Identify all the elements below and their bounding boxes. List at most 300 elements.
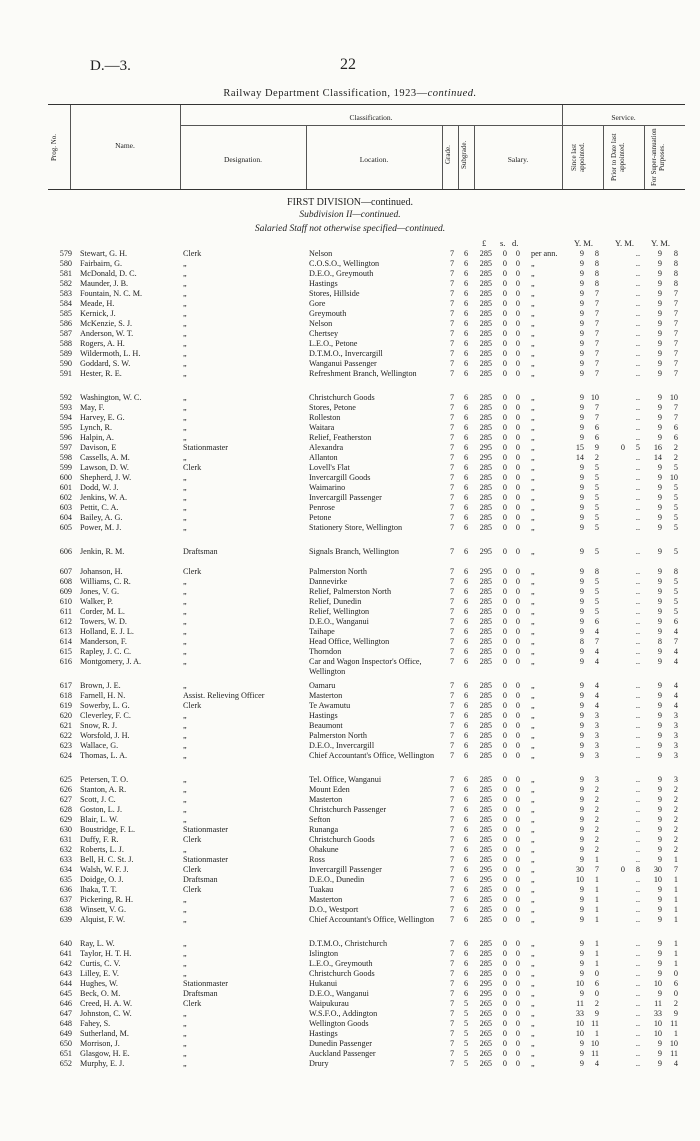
since-months: 5 [594,587,599,596]
since-years: 9 [579,835,584,844]
table-row [0,1049,700,1059]
super-months: 3 [673,721,678,730]
salary-pence: 0 [515,751,520,760]
salary-shillings: 0 [502,587,507,596]
name: Manderson, F. [80,637,127,646]
location: Stationery Store, Wellington [309,523,403,532]
prior-months: .. [635,577,640,586]
location: Invercargill Goods [309,473,371,482]
grade: 7 [449,329,455,338]
location: Hukanui [309,979,338,988]
salary-pounds: 285 [479,805,492,814]
location: Palmerston North [309,731,367,740]
salary-pounds: 285 [479,637,492,646]
designation: Clerk [183,885,202,894]
prior-months: .. [635,1049,640,1058]
salary-period: „ [531,279,535,288]
since-months: 5 [594,483,599,492]
subgrade: 6 [463,731,469,740]
designation: „ [183,403,187,412]
prior-months: .. [635,413,640,422]
since-years: 9 [579,845,584,854]
salary-shillings: 0 [502,915,507,924]
since-months: 3 [594,751,599,760]
prior-years: 0 [620,443,625,452]
salary-period: „ [531,939,535,948]
subgrade: 6 [463,493,469,502]
name: Duffy, F. R. [80,835,119,844]
table-row [0,289,700,299]
salary-pounds: 285 [479,289,492,298]
name: May, F. [80,403,105,412]
prior-months: .. [635,885,640,894]
table-row [0,999,700,1009]
salary-pounds: 285 [479,647,492,656]
table-row [0,795,700,805]
unit-ym-super: Y. M. [651,238,670,248]
location: Palmerston North [309,567,367,576]
salary-shillings: 0 [502,259,507,268]
name: Washington, W. C. [80,393,142,402]
unit-pence: d. [512,238,519,248]
name: Shepherd, J. W. [80,473,132,482]
subgrade: 6 [463,607,469,616]
salary-shillings: 0 [502,503,507,512]
salary-pence: 0 [515,657,520,666]
super-months: 11 [670,1049,678,1058]
salary-pounds: 285 [479,393,492,402]
prog-no: 617 [59,681,72,690]
prog-no: 623 [59,741,72,750]
subgrade: 6 [463,463,469,472]
grade: 7 [449,513,455,522]
salary-pence: 0 [515,463,520,472]
table-row [0,1059,700,1069]
since-months: 5 [594,493,599,502]
prior-months: .. [635,597,640,606]
table-row [0,949,700,959]
col-subgrade: Subgrade. [460,140,468,170]
name: Harvey, E. G. [80,413,125,422]
designation: Clerk [183,999,202,1008]
prog-no: 601 [59,483,72,492]
table-row [0,587,700,597]
since-months: 7 [594,369,599,378]
name: Lawson, D. W. [80,463,129,472]
subgrade: 6 [463,835,469,844]
salary-pounds: 265 [479,999,492,1008]
prog-no: 621 [59,721,72,730]
name: Doidge, O. J. [80,875,124,884]
salary-shillings: 0 [502,721,507,730]
super-months: 5 [673,493,678,502]
super-years: 33 [653,1009,662,1018]
super-years: 9 [657,825,662,834]
name: Cassells, A. M. [80,453,130,462]
salary-period: „ [531,1039,535,1048]
super-years: 9 [657,289,662,298]
prog-no: 643 [59,969,72,978]
designation: Assist. Relieving Officer [183,691,265,700]
prior-months: .. [635,1009,640,1018]
designation: „ [183,433,187,442]
prior-months: .. [635,1059,640,1068]
name: Johnston, C. W. [80,1009,132,1018]
salary-pence: 0 [515,939,520,948]
col-since-last: Since last appointed. [570,142,586,172]
salary-shillings: 0 [502,413,507,422]
prior-months: .. [635,319,640,328]
salary-shillings: 0 [502,1019,507,1028]
super-months: 9 [673,1009,678,1018]
super-years: 9 [657,473,662,482]
designation: „ [183,939,187,948]
salary-pounds: 285 [479,349,492,358]
subgrade: 6 [463,895,469,904]
super-months: 6 [673,617,678,626]
super-years: 9 [657,835,662,844]
since-years: 9 [579,741,584,750]
since-years: 9 [579,493,584,502]
super-months: 4 [673,701,678,710]
super-years: 14 [653,453,662,462]
grade: 7 [449,905,455,914]
since-months: 2 [594,825,599,834]
prior-months: .. [635,795,640,804]
name: Roberts, L. J. [80,845,124,854]
prior-months: .. [635,513,640,522]
super-months: 5 [673,523,678,532]
name: Goddard, S. W. [80,359,131,368]
super-months: 6 [673,433,678,442]
table-row [0,443,700,453]
prior-months: .. [635,785,640,794]
designation: Clerk [183,835,202,844]
super-months: 2 [673,815,678,824]
salary-pounds: 285 [479,463,492,472]
salary-pounds: 285 [479,741,492,750]
table-row [0,825,700,835]
prior-months: .. [635,259,640,268]
prog-no: 626 [59,785,72,794]
salary-pence: 0 [515,741,520,750]
salary-pence: 0 [515,339,520,348]
subgrade: 6 [463,369,469,378]
prior-months: .. [635,721,640,730]
subgrade: 6 [463,359,469,368]
salary-pence: 0 [515,269,520,278]
prog-no: 582 [59,279,72,288]
since-years: 9 [579,949,584,958]
super-years: 9 [657,309,662,318]
super-months: 5 [673,463,678,472]
location: Signals Branch, Wellington [309,547,399,556]
salary-pence: 0 [515,443,520,452]
since-months: 3 [594,741,599,750]
since-years: 9 [579,815,584,824]
since-years: 9 [579,567,584,576]
prior-months: .. [635,349,640,358]
salary-period: „ [531,979,535,988]
salary-pence: 0 [515,855,520,864]
prog-no: 624 [59,751,72,760]
subgrade: 5 [463,999,469,1008]
since-months: 7 [594,289,599,298]
designation: „ [183,607,187,616]
prior-months: .. [635,483,640,492]
location: Thorndon [309,647,342,656]
salary-period: „ [531,493,535,502]
designation: „ [183,309,187,318]
super-months: 7 [673,339,678,348]
since-years: 10 [575,875,584,884]
grade: 7 [449,523,455,532]
super-months: 5 [673,483,678,492]
super-years: 30 [653,865,662,874]
salary-period: „ [531,463,535,472]
super-years: 9 [657,885,662,894]
subgrade: 6 [463,795,469,804]
salary-pounds: 285 [479,731,492,740]
prior-months: .. [635,905,640,914]
subgrade: 6 [463,637,469,646]
subgrade: 6 [463,691,469,700]
designation: „ [183,637,187,646]
location: Christchurch Goods [309,969,375,978]
location: D.E.O., Invercargill [309,741,375,750]
prior-months: .. [635,805,640,814]
designation: „ [183,915,187,924]
since-years: 15 [575,443,584,452]
subgrade: 5 [463,1009,469,1018]
page-number: 22 [340,56,356,73]
super-years: 8 [657,637,662,646]
subgrade: 6 [463,299,469,308]
salary-pence: 0 [515,1049,520,1058]
salary-pence: 0 [515,895,520,904]
since-months: 4 [594,627,599,636]
salary-pence: 0 [515,369,520,378]
location: Waipukurau [309,999,349,1008]
grade: 7 [449,597,455,606]
subgrade: 5 [463,1019,469,1028]
super-years: 9 [657,701,662,710]
salary-period: „ [531,259,535,268]
since-months: 0 [594,989,599,998]
salary-pence: 0 [515,627,520,636]
name: Fountain, N. C. M. [80,289,143,298]
salary-period: „ [531,637,535,646]
salary-shillings: 0 [502,567,507,576]
salary-pence: 0 [515,523,520,532]
salary-pence: 0 [515,299,520,308]
prog-no: 648 [59,1019,72,1028]
table-row [0,369,700,389]
name: Petersen, T. O. [80,775,129,784]
salary-pence: 0 [515,795,520,804]
since-years: 9 [579,473,584,482]
super-years: 9 [657,939,662,948]
salary-period: „ [531,915,535,924]
prog-no: 614 [59,637,72,646]
col-location: Location. [359,155,389,164]
prior-months: .. [635,657,640,666]
since-months: 5 [594,503,599,512]
table-row [0,905,700,915]
location: Te Awamutu [309,701,351,710]
name: Fahey, S. [80,1019,111,1028]
prog-no: 646 [59,999,72,1008]
table-row [0,939,700,949]
salary-period: „ [531,577,535,586]
prog-no: 592 [59,393,72,402]
prior-months: .. [635,403,640,412]
grade: 7 [449,473,455,482]
prog-no: 652 [59,1059,72,1068]
designation: „ [183,503,187,512]
salary-shillings: 0 [502,493,507,502]
location: Waimarino [309,483,346,492]
super-years: 16 [653,443,662,452]
designation: „ [183,523,187,532]
col-prior-to: Prior to Date last appointed. [610,133,626,181]
designation: „ [183,587,187,596]
location: L.E.O., Greymouth [309,959,373,968]
grade: 7 [449,587,455,596]
grade: 7 [449,825,455,834]
grade: 7 [449,1019,455,1028]
prog-no: 583 [59,289,72,298]
since-years: 9 [579,915,584,924]
subgrade: 6 [463,905,469,914]
table-row [0,547,700,567]
salary-pence: 0 [515,413,520,422]
salary-shillings: 0 [502,339,507,348]
since-years: 9 [579,895,584,904]
salary-period: „ [531,627,535,636]
salary-pence: 0 [515,1039,520,1048]
designation: „ [183,805,187,814]
subgrade: 6 [463,423,469,432]
name: Kernick, J. [80,309,116,318]
since-years: 9 [579,403,584,412]
salary-period: „ [531,815,535,824]
salary-pounds: 285 [479,785,492,794]
salary-shillings: 0 [502,845,507,854]
super-years: 9 [657,969,662,978]
super-years: 9 [657,423,662,432]
salary-pence: 0 [515,949,520,958]
salary-shillings: 0 [502,627,507,636]
since-months: 6 [594,979,599,988]
subgrade: 6 [463,483,469,492]
location: W.S.F.O., Addington [309,1009,378,1018]
salary-period: „ [531,423,535,432]
prior-months: .. [635,567,640,576]
since-years: 9 [579,359,584,368]
super-years: 9 [657,269,662,278]
salary-pounds: 285 [479,299,492,308]
since-years: 9 [579,989,584,998]
since-years: 9 [579,349,584,358]
since-years: 9 [579,701,584,710]
grade: 7 [449,463,455,472]
grade: 7 [449,741,455,750]
prior-months: .. [635,627,640,636]
since-months: 5 [594,547,599,556]
salary-pounds: 285 [479,249,492,258]
salary-shillings: 0 [502,751,507,760]
salary-shillings: 0 [502,369,507,378]
salary-shillings: 0 [502,731,507,740]
since-years: 9 [579,617,584,626]
since-months: 2 [594,815,599,824]
grade: 7 [449,711,455,720]
grade: 7 [449,423,455,432]
designation: „ [183,577,187,586]
since-months: 6 [594,617,599,626]
salary-shillings: 0 [502,279,507,288]
salary-period: „ [531,597,535,606]
subgrade: 6 [463,647,469,656]
super-months: 4 [673,1059,678,1068]
name: Rogers, A. H. [80,339,125,348]
table-row [0,249,700,259]
subgrade: 6 [463,959,469,968]
salary-period: „ [531,989,535,998]
grade: 7 [449,607,455,616]
super-years: 9 [657,607,662,616]
prog-no: 637 [59,895,72,904]
salary-pence: 0 [515,711,520,720]
table-row [0,269,700,279]
grade: 7 [449,259,455,268]
prior-months: .. [635,503,640,512]
table-row [0,855,700,865]
prior-months: .. [635,1039,640,1048]
salary-shillings: 0 [502,647,507,656]
salary-shillings: 0 [502,701,507,710]
prior-months: .. [635,949,640,958]
salary-pounds: 285 [479,269,492,278]
subgrade: 6 [463,567,469,576]
location: Tuakau [309,885,334,894]
super-months: 7 [673,289,678,298]
subgrade: 6 [463,453,469,462]
prog-no: 625 [59,775,72,784]
salary-shillings: 0 [502,1059,507,1068]
name: Sutherland, M. [80,1029,129,1038]
super-months: 4 [673,627,678,636]
salary-pounds: 285 [479,513,492,522]
salary-period: „ [531,701,535,710]
since-years: 33 [575,1009,584,1018]
since-years: 9 [579,299,584,308]
document-reference: D.—3. [90,58,131,74]
table-row [0,681,700,691]
super-years: 9 [657,299,662,308]
since-years: 9 [579,483,584,492]
name: Walsh, W. F. J. [80,865,129,874]
name: Snow, R. J. [80,721,118,730]
name: Hester, R. E. [80,369,122,378]
salary-period: „ [531,309,535,318]
salary-shillings: 0 [502,443,507,452]
prior-months: .. [635,289,640,298]
designation: „ [183,1059,187,1068]
prog-no: 611 [60,607,72,616]
prog-no: 584 [59,299,72,308]
